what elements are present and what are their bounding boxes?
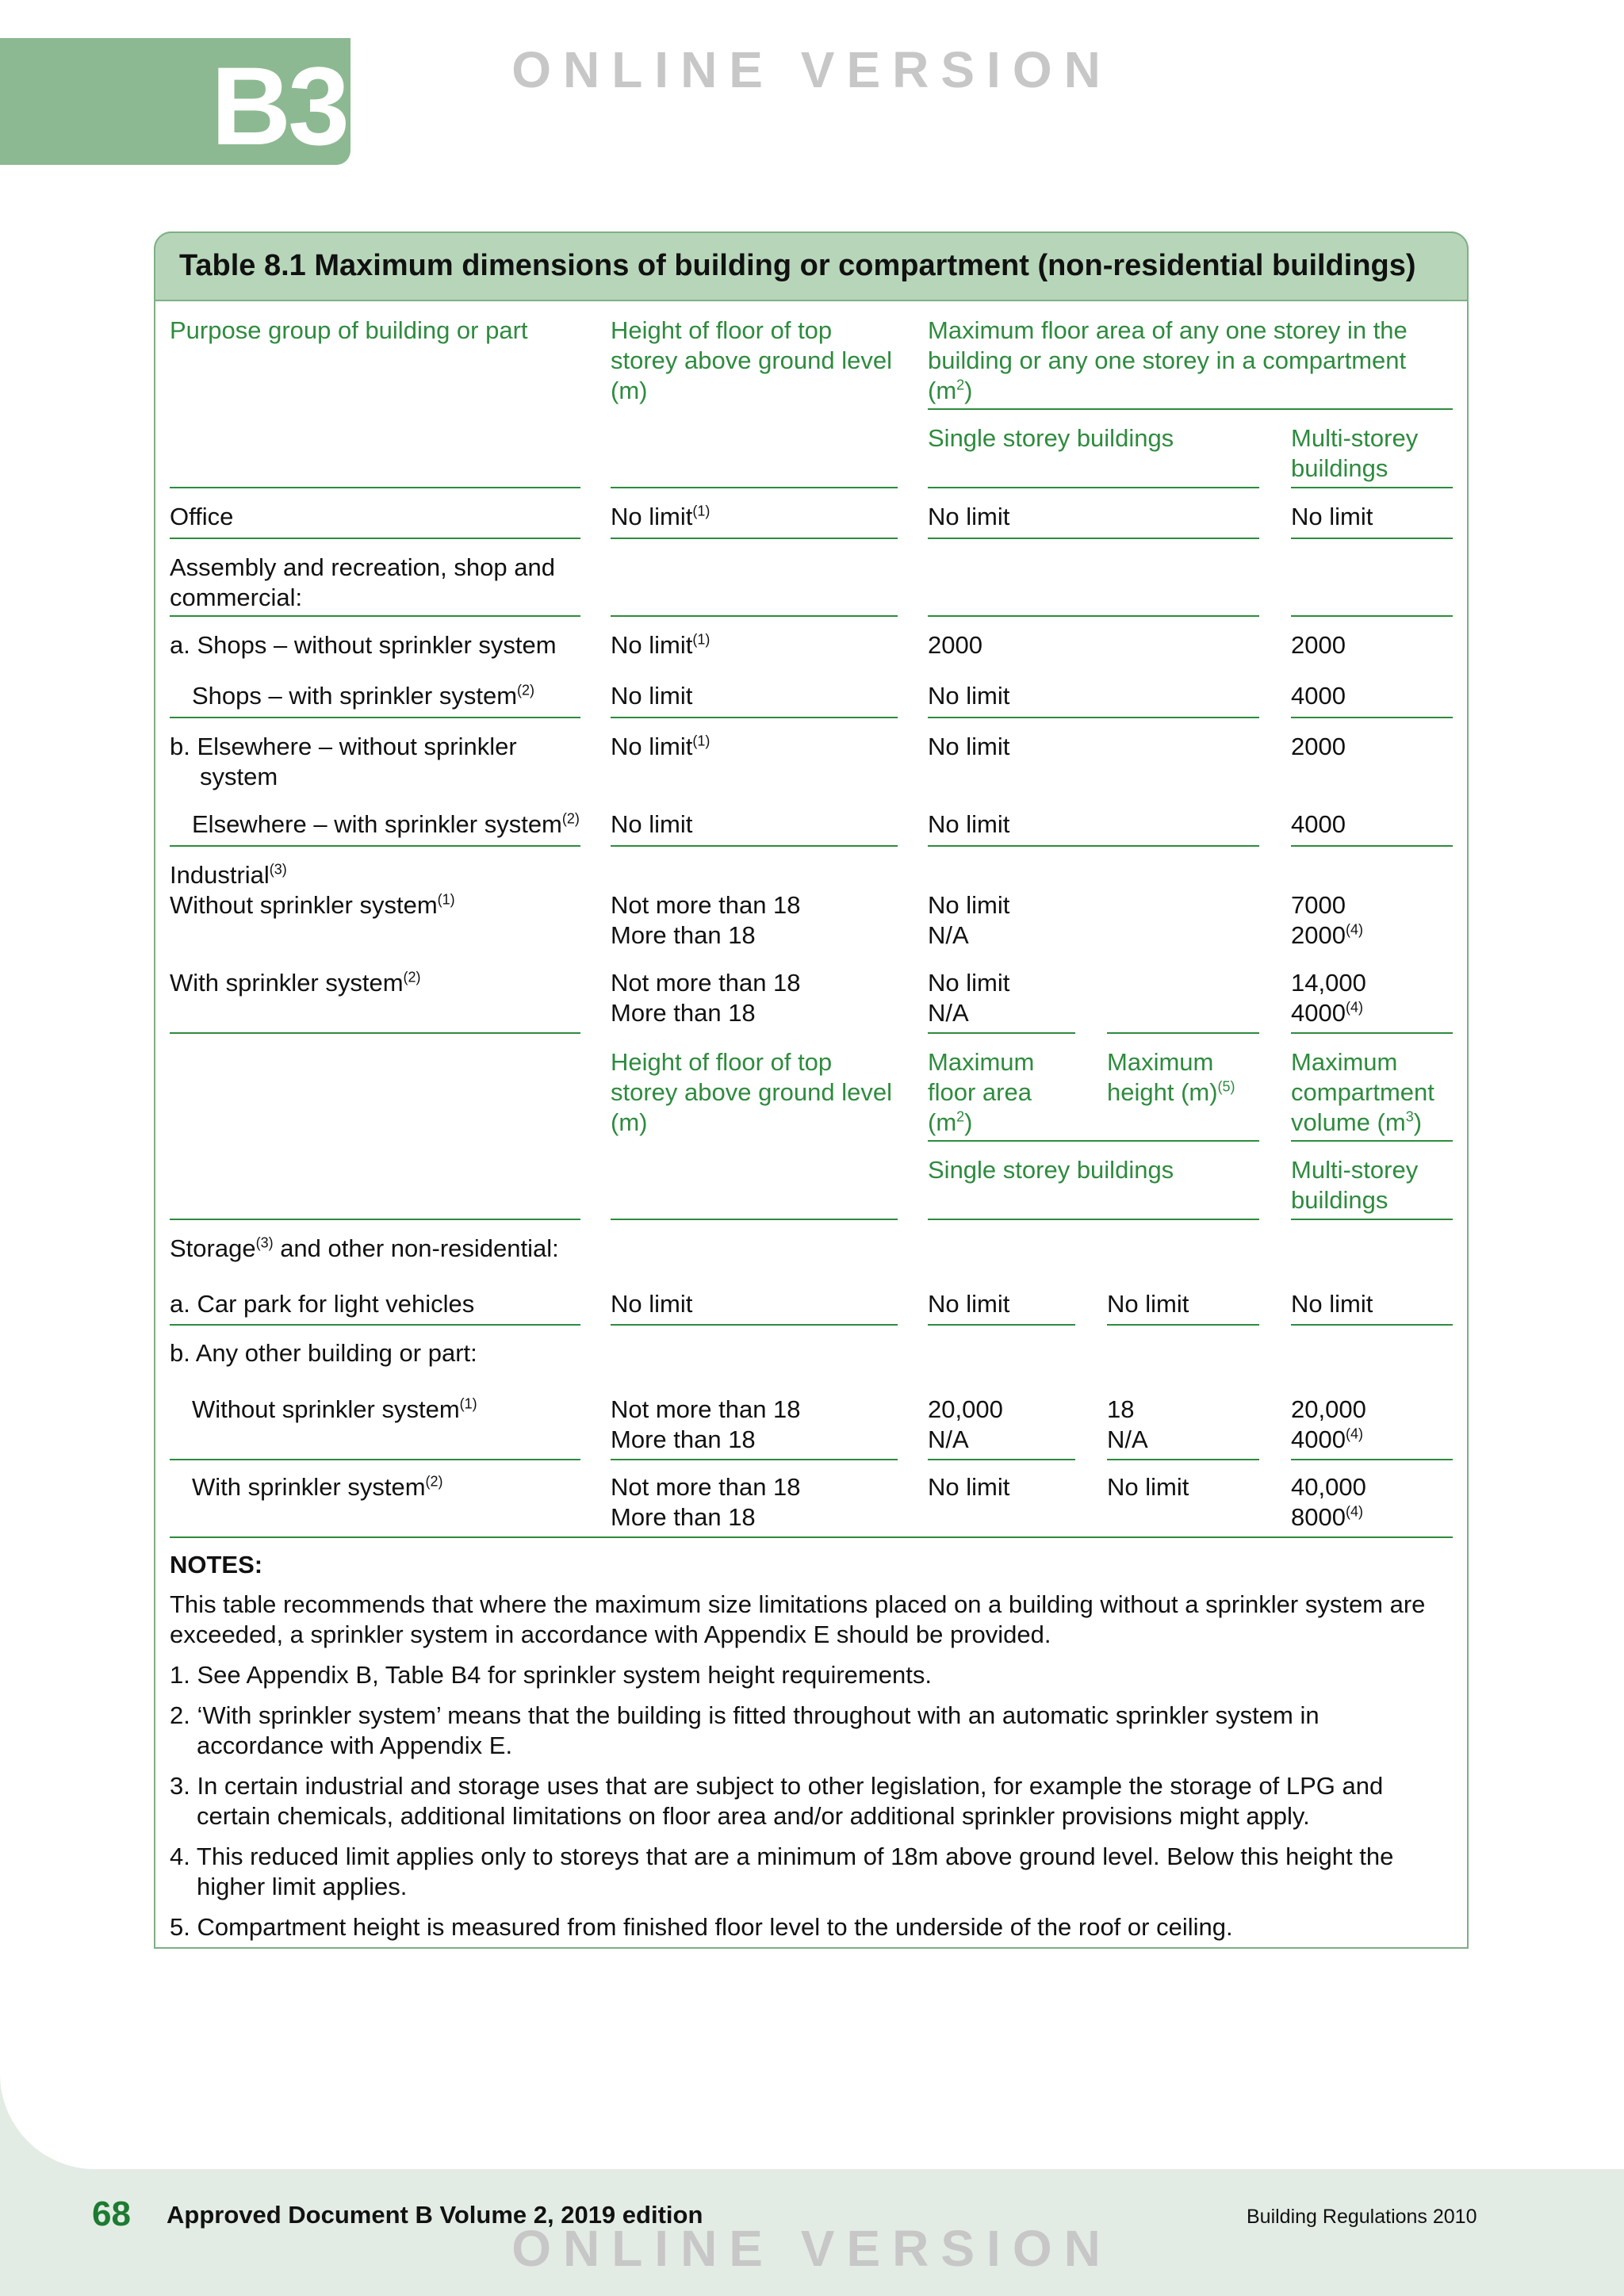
cell: No limit — [928, 810, 1010, 838]
rule — [928, 1032, 1075, 1034]
row-industrial-with: With sprinkler system$^{(2)}$ — [170, 969, 421, 997]
rule — [1291, 1032, 1453, 1034]
col-header2-height-l3: (m) — [611, 1108, 648, 1136]
cell: No limit — [1291, 1290, 1373, 1318]
col-header-multi-l2: buildings — [1291, 454, 1388, 482]
note-3-l1: 3. In certain industrial and storage uses that are subject to other legislation, for example the storage of LPG and — [170, 1772, 1384, 1800]
col-header2-multi-l1: Multi-storey — [1291, 1156, 1419, 1184]
cell: N/A — [928, 921, 969, 949]
cell: 4000 — [1291, 810, 1346, 838]
col-header2-floor-l3: $(m^2)$ — [928, 1108, 973, 1136]
col-header2-height2-l1: Maximum — [1107, 1048, 1214, 1076]
cell: 4000$^{(4)}$ — [1291, 1425, 1363, 1453]
note-3-l2: certain chemicals, additional limitations on floor area and/or additional sprinkler provisions might apply. — [197, 1802, 1310, 1830]
rule — [1107, 1032, 1259, 1034]
rule — [611, 1459, 898, 1460]
cell: No limit$^{(1)}$ — [611, 503, 710, 530]
rule — [611, 717, 898, 718]
col-header-multi-l1: Multi-storey — [1291, 424, 1419, 452]
rule — [1291, 1324, 1453, 1326]
rule — [928, 408, 1453, 410]
cell: More than 18 — [611, 921, 756, 949]
rule — [1291, 487, 1453, 488]
cell: 8000$^{(4)}$ — [1291, 1503, 1363, 1531]
rule — [1291, 845, 1453, 847]
cell: No limit — [1107, 1290, 1189, 1318]
cell: No limit — [611, 810, 693, 838]
col-header-area-l3: $(m^2)$ — [928, 377, 973, 404]
cell: No limit — [928, 1473, 1010, 1501]
rule — [1291, 1140, 1453, 1142]
cell: No limit — [928, 969, 1010, 997]
cell: N/A — [928, 999, 969, 1027]
rule — [170, 1459, 580, 1460]
row-elsewhere-with: Elsewhere – with sprinkler system$^{(2)}$ — [192, 810, 580, 838]
cell: N/A — [928, 1425, 969, 1453]
rule — [170, 538, 580, 539]
col-header2-floor-l1: Maximum — [928, 1048, 1035, 1076]
row-office: Office — [170, 503, 234, 530]
col-header2-comp-l1: Maximum — [1291, 1048, 1398, 1076]
note-2-l1: 2. ‘With sprinkler system’ means that the building is fitted throughout with an automatic sprinkler system in — [170, 1701, 1320, 1729]
cell: No limit$^{(1)}$ — [611, 733, 710, 760]
col-header-height-l2: storey above ground level — [611, 346, 893, 374]
cell: 2000$^{(4)}$ — [1291, 921, 1363, 949]
row-shops-with: Shops – with sprinkler system$^{(2)}$ — [192, 682, 535, 710]
cell: Not more than 18 — [611, 1473, 801, 1501]
cell: Not more than 18 — [611, 891, 801, 919]
note-4-l1: 4. This reduced limit applies only to storeys that are a minimum of 18m above ground level. Below this height the — [170, 1843, 1394, 1870]
col-header2-floor-l2: floor area — [928, 1078, 1032, 1106]
rule — [928, 1459, 1075, 1460]
note-2-l2: accordance with Appendix E. — [197, 1732, 513, 1759]
rule — [170, 1536, 1453, 1538]
rule — [928, 538, 1259, 539]
rule — [1291, 615, 1453, 617]
cell: N/A — [1107, 1425, 1148, 1453]
row-assembly-l1: Assembly and recreation, shop and — [170, 553, 555, 581]
cell: No limit — [928, 682, 1010, 710]
cell: 20,000 — [928, 1395, 1003, 1423]
cell: No limit — [928, 891, 1010, 919]
section-tab-label: B3 — [211, 44, 347, 168]
rule — [611, 1324, 898, 1326]
notes-intro-l1: This table recommends that where the maximum size limitations placed on a building without a sprinkler system are — [170, 1590, 1426, 1618]
col-header-height-l1: Height of floor of top — [611, 316, 833, 344]
rule — [611, 487, 898, 488]
cell: More than 18 — [611, 1425, 756, 1453]
col-header-area-l1: Maximum floor area of any one storey in the — [928, 316, 1408, 344]
col-header-area-l2: building or any one storey in a compartment — [928, 346, 1407, 374]
rule — [928, 1140, 1259, 1142]
rule — [1291, 1219, 1453, 1220]
watermark-top: ONLINE VERSION — [511, 41, 1113, 98]
rule — [170, 615, 580, 617]
col-header-height-l3: (m) — [611, 377, 648, 404]
footer-curve-mask — [0, 1963, 190, 2169]
rule — [170, 717, 580, 718]
rule — [928, 1219, 1259, 1220]
col-header2-height2-l2: height $(m)^{(5)}$ — [1107, 1078, 1235, 1106]
rule — [170, 487, 580, 488]
row-industrial-without: Without sprinkler system$^{(1)}$ — [170, 891, 455, 919]
cell: No limit — [1107, 1473, 1189, 1501]
col-header-purpose: Purpose group of building or part — [170, 316, 528, 344]
cell: No limit — [611, 1290, 693, 1318]
row-elsewhere-without-l2: system — [200, 763, 278, 790]
col-header2-multi-l2: buildings — [1291, 1186, 1388, 1214]
col-header2-height-l1: Height of floor of top — [611, 1048, 833, 1076]
row-shops-without: a. Shops – without sprinkler system — [170, 631, 557, 659]
rule — [170, 1219, 580, 1220]
cell: Not more than 18 — [611, 1395, 801, 1423]
rule — [1291, 717, 1453, 718]
cell: 40,000 — [1291, 1473, 1366, 1501]
cell: More than 18 — [611, 1503, 756, 1531]
rule — [1291, 538, 1453, 539]
col-header-single: Single storey buildings — [928, 424, 1174, 452]
rule — [1107, 1459, 1259, 1460]
rule — [611, 1219, 898, 1220]
row-elsewhere-without-l1: b. Elsewhere – without sprinkler — [170, 733, 517, 760]
col-header2-height-l2: storey above ground level — [611, 1078, 893, 1106]
cell: 14,000 — [1291, 969, 1366, 997]
cell: 4000 — [1291, 682, 1346, 710]
col-header2-single: Single storey buildings — [928, 1156, 1174, 1184]
watermark-bottom: ONLINE VERSION — [511, 2220, 1113, 2277]
rule — [1291, 1459, 1453, 1460]
row-assembly-l2: commercial: — [170, 584, 303, 611]
cell: 18 — [1107, 1395, 1135, 1423]
cell: 2000 — [1291, 733, 1346, 760]
cell: 20,000 — [1291, 1395, 1366, 1423]
note-5: 5. Compartment height is measured from finished floor level to the underside of the roof or ceiling. — [170, 1913, 1233, 1941]
note-4-l2: higher limit applies. — [197, 1873, 408, 1900]
cell: No limit — [928, 503, 1010, 530]
cell: No limit — [928, 1290, 1010, 1318]
col-header2-comp-l3: volume $(m^3)$ — [1291, 1108, 1423, 1136]
cell: Not more than 18 — [611, 969, 801, 997]
rule — [928, 615, 1259, 617]
cell: No limit — [1291, 503, 1373, 530]
notes-intro-l2: exceeded, a sprinkler system in accordance with Appendix E should be provided. — [170, 1621, 1051, 1648]
rule — [928, 1324, 1075, 1326]
rule — [170, 1032, 580, 1034]
notes-heading: NOTES: — [170, 1551, 263, 1578]
table-title: Table 8.1 Maximum dimensions of building or compartment (non-residential buildings) — [179, 249, 1416, 282]
cell: No limit — [611, 682, 693, 710]
row-any-without: Without sprinkler system$^{(1)}$ — [192, 1395, 477, 1423]
row-any-with: With sprinkler system$^{(2)}$ — [192, 1473, 443, 1501]
row-any-other: b. Any other building or part: — [170, 1339, 477, 1367]
cell: No limit — [928, 733, 1010, 760]
cell: 2000 — [928, 631, 982, 659]
cell: 2000 — [1291, 631, 1346, 659]
rule — [1107, 1324, 1259, 1326]
cell: 7000 — [1291, 891, 1346, 919]
rule — [170, 845, 580, 847]
table-title-bar — [154, 232, 1469, 301]
rule — [928, 717, 1259, 718]
row-car-park: a. Car park for light vehicles — [170, 1290, 475, 1318]
rule — [928, 845, 1259, 847]
rule — [611, 538, 898, 539]
rule — [611, 845, 898, 847]
document-title: Approved Document B Volume 2, 2019 edition — [167, 2201, 703, 2229]
cell: No limit$^{(1)}$ — [611, 631, 710, 659]
cell: 4000$^{(4)}$ — [1291, 999, 1363, 1027]
note-1: 1. See Appendix B, Table B4 for sprinkler system height requirements. — [170, 1661, 932, 1689]
page-number: 68 — [92, 2195, 131, 2233]
col-header2-comp-l2: compartment — [1291, 1078, 1434, 1106]
regulations-label: Building Regulations 2010 — [1247, 2206, 1477, 2228]
cell: More than 18 — [611, 999, 756, 1027]
rule — [170, 1324, 580, 1326]
rule — [928, 487, 1259, 488]
row-storage: Storage$^{(3)}$ and other non-residential: — [170, 1234, 559, 1262]
row-industrial: Industrial$^{(3)}$ — [170, 861, 287, 889]
rule — [611, 615, 898, 617]
